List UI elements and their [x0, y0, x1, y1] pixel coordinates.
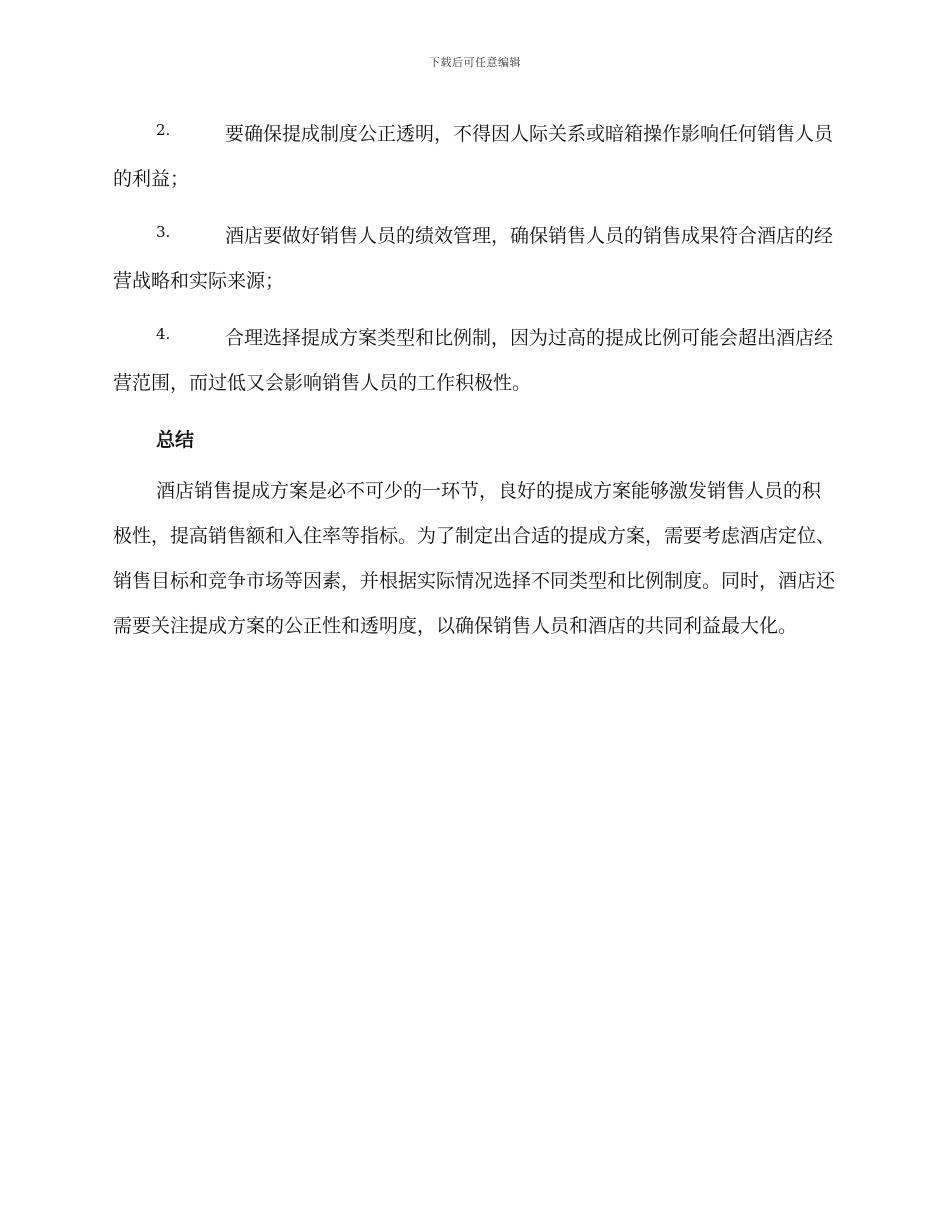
page-header: 下载后可任意编辑	[429, 56, 521, 69]
summary-paragraph: 酒店销售提成方案是必不可少的一环节，良好的提成方案能够激发销售人员的积极性，提高销售额和入住率等指标。为了制定出合适的提成方案，需要考虑酒店定位、销售目标和竞争市场等因素，并根据实际情况选择不同类型和比例制度。同时，酒店还需要关注提成方案的公正性和透明度，以确保销售人员和酒店的共同利益最大化。	[113, 480, 836, 637]
summary-heading: 总结	[156, 429, 195, 451]
list-item-2	[113, 112, 835, 202]
list-text: 要确保提成制度公正透明，不得因人际关系或暗箱操作影响任何销售人员的利益；	[113, 123, 834, 190]
list-number: 4.	[156, 325, 171, 343]
list-text: 合理选择提成方案类型和比例制，因为过高的提成比例可能会超出酒店经营范围，而过低又会影响销售人员的工作积极性。	[113, 327, 834, 394]
document-body	[113, 112, 835, 649]
list-item-3	[113, 214, 835, 304]
list-text: 酒店要做好销售人员的绩效管理，确保销售人员的销售成果符合酒店的经营战略和实际来源；	[113, 225, 834, 292]
list-number: 2.	[156, 121, 171, 139]
list-number: 3.	[156, 223, 171, 241]
list-item-4	[113, 316, 835, 406]
